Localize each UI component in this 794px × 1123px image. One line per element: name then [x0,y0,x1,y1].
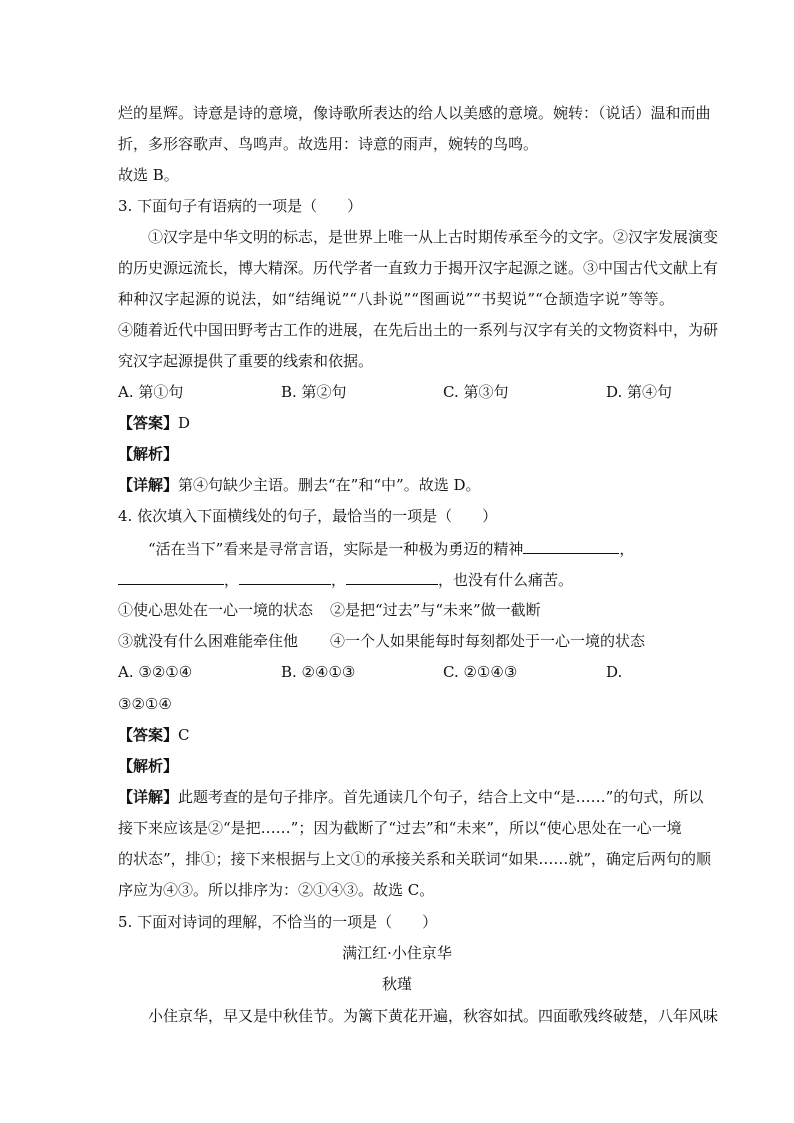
option-c: C. 第③句 [443,383,509,401]
text-line: 故选 B。 [118,166,179,184]
text-span: ， [619,540,635,558]
poem-title: 满江红·小住京华 [342,944,452,962]
fill-blank [118,569,224,585]
fill-blank [239,569,331,585]
text-line [148,538,634,559]
option-a: A. 第①句 [118,383,184,401]
option-d-value: ③②①④ [118,695,172,713]
answer-line [118,725,190,745]
option-d: D. [606,663,623,681]
detail-line [118,475,481,495]
text-line: 种种汉字起源的说法，如“结绳说”“八卦说”“图画说”“书契说”“仓颉造字说”等等。 [118,290,674,308]
answer-value: C [178,726,190,744]
text-line: 究汉字起源提供了重要的线索和依据。 [118,352,374,370]
question-3-stem: 3. 下面句子有语病的一项是（ ） [118,197,363,215]
poem-author: 秋瑾 [381,975,412,993]
text-line: ①汉字是中华文明的标志，是世界上唯一从上古时期传承至今的文字。②汉字发展演变 [148,228,719,246]
sentence-3: ③就没有什么困难能牵住他 [118,632,299,650]
answer-value: D [178,414,191,432]
poem-line: 小住京华，早又是中秋佳节。为篱下黄花开遍，秋容如拭。四面歌残终破楚，八年风味 [148,1007,719,1025]
analysis-tag: 【解析】 [118,445,179,463]
fill-blank [523,538,619,554]
sentence-1: ①使心思处在一心一境的状态 [118,601,314,619]
detail-tag: 【详解】 [118,788,179,806]
option-b: B. ②④①③ [281,663,356,681]
option-d: D. 第④句 [606,383,673,401]
text-line: 序应为④③。所以排序为：②①④③。故选 C。 [118,881,435,899]
detail-text: 此题考查的是句子排序。首先通读几个句子，结合上文中“是……”的句式，所以 [178,788,704,806]
option-c: C. ②①④③ [443,663,518,681]
text-line: 的历史源远流长，博大精深。历代学者一直致力于揭开汉字起源之谜。③中国古代文献上有 [118,259,719,277]
analysis-tag: 【解析】 [118,757,179,775]
answer-line [118,413,190,433]
option-b: B. 第②句 [281,383,347,401]
answer-tag: 【答案】 [118,726,179,744]
answer-tag: 【答案】 [118,414,179,432]
detail-line [118,787,704,807]
text-span: ， [224,571,240,589]
text-line: 的状态”，排①；接下来根据与上文①的承接关系和关联词“如果……就”，确定后两句的顺 [118,850,712,868]
detail-text: 第④句缺少主语。删去“在”和“中”。故选 D。 [178,476,481,494]
text-span: “活在当下”看来是寻常言语，实际是一种极为勇迈的精神 [148,540,524,558]
option-a: A. ③②①④ [118,663,193,681]
text-span: ， [331,571,347,589]
text-line: ④随着近代中国田野考古工作的进展，在先后出土的一系列与汉字有关的文物资料中，为研 [118,321,719,339]
text-line [118,569,573,590]
question-4-stem: 4. 依次填入下面横线处的句子，最恰当的一项是（ ） [118,507,498,525]
text-span: ，也没有什么痛苦。 [438,571,574,589]
text-line: 烂的星辉。诗意是诗的意境，像诗歌所表达的给人以美感的意境。婉转：（说话）温和而曲 [118,104,711,122]
sentence-2: ②是把“过去”与“未来”做一截断 [330,601,541,619]
text-line: 接下来应该是②“是把……”；因为截断了“过去”和“未来”，所以“使心思处在一心一境 [118,819,682,837]
text-line: 折，多形容歌声、鸟鸣声。故选用：诗意的雨声，婉转的鸟鸣。 [118,135,539,153]
detail-tag: 【详解】 [118,476,179,494]
question-5-stem: 5. 下面对诗词的理解，不恰当的一项是（ ） [118,913,438,931]
sentence-4: ④一个人如果能每时每刻都处于一心一境的状态 [330,632,646,650]
fill-blank [346,569,438,585]
